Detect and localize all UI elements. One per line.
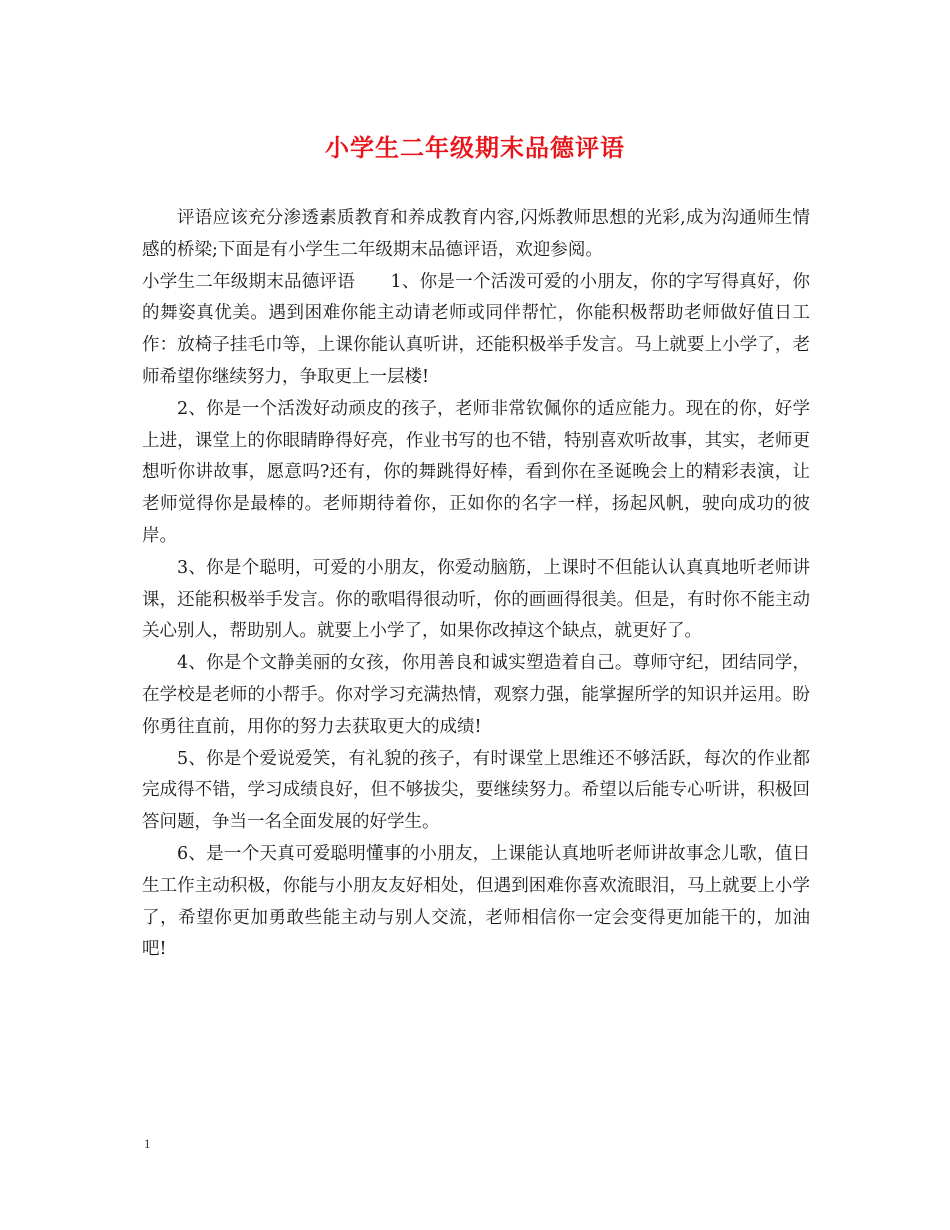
- page-number: 1: [144, 1136, 151, 1151]
- comment-paragraph-3: 3、你是个聪明，可爱的小朋友，你爱动脑筋，上课时不但能认认真真地听老师讲课，还能积极举手发言。你的歌唱得很动听，你的画画得很美。但是，有时你不能主动关心别人，帮助别人。就要上小学了，如果你改掉这个缺点，就更好了。: [142, 557, 810, 642]
- comment-paragraph-2: 2、你是一个活泼好动顽皮的孩子，老师非常钦佩你的适应能力。现在的你，好学上进，课堂上的你眼睛睁得好亮，作业书写的也不错，特别喜欢听故事，其实，老师更想听你讲故事，愿意吗?还有，你的舞跳得好棒，看到你在圣诞晚会上的精彩表演，让老师觉得你是最棒的。老师期待着你，正如你的名字一样，扬起风帆，驶向成功的彼岸。: [142, 398, 810, 546]
- comment-paragraph-4: 4、你是个文静美丽的女孩，你用善良和诚实塑造着自己。尊师守纪，团结同学，在学校是老师的小帮手。你对学习充满热情，观察力强，能掌握所学的知识并运用。盼你勇往直前，用你的努力去获取更大的成绩!: [142, 653, 810, 737]
- document-body: [142, 203, 810, 966]
- comment-paragraph-5: 5、你是个爱说爱笑，有礼貌的孩子，有时课堂上思维还不够活跃，每次的作业都完成得不错，学习成绩良好，但不够拔尖，要继续努力。希望以后能专心听讲，积极回答问题，争当一名全面发展的好学生。: [142, 748, 810, 833]
- comment-paragraph-1: 小学生二年级期末品德评语 1、你是一个活泼可爱的小朋友，你的字写得真好，你的舞姿真优美。遇到困难你能主动请老师或同伴帮忙，你能积极帮助老师做好值日工作：放椅子挂毛巾等，上课你能认真听讲，还能积极举手发言。马上就要上小学了，老师希望你继续努力，争取更上一层楼!: [142, 271, 810, 387]
- intro-paragraph: 评语应该充分渗透素质教育和养成教育内容,闪烁教师思想的光彩,成为沟通师生情感的桥梁;下面是有小学生二年级期末品德评语，欢迎参阅。: [142, 208, 810, 260]
- comment-paragraph-6: 6、是一个天真可爱聪明懂事的小朋友，上课能认真地听老师讲故事念儿歌，值日生工作主动积极，你能与小朋友友好相处，但遇到困难你喜欢流眼泪，马上就要上小学了，希望你更加勇敢些能主动与别人交流，老师相信你一定会变得更加能干的，加油吧!: [142, 843, 810, 960]
- document-title: 小学生二年级期末品德评语: [325, 133, 625, 162]
